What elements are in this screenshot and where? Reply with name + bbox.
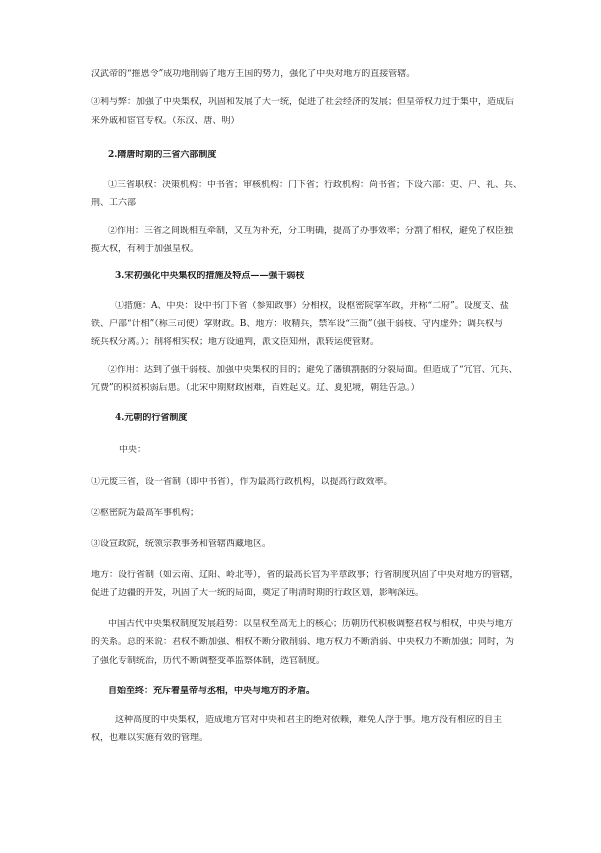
text-line-27: 权，也难以实施有效的管理。 xyxy=(91,733,209,743)
text-line-22: 中国古代中央集权制度发展趋势：以皇权至高无上的核心；历朝历代积极调整君权与相权，中央与地方 xyxy=(108,619,514,629)
text-line-16: 中央： xyxy=(119,445,147,455)
text-line-7: ②作用：三省之间既相互牵制，又互为补充，分工明确，提高了办事效率；分割了相权，避免了权臣独 xyxy=(108,226,514,236)
text-line-14: 冗费”的积贫积弱后患。（北宋中期财政困难，百姓起义。辽、夏犯境，朝廷告急。） xyxy=(91,383,420,393)
text-line-2: ③利与弊：加强了中央集权，巩固和发展了大一统，促进了社会经济的发展；但皇帝权力过于集中，造成后 xyxy=(91,97,515,107)
text-line-26: 这种高度的中央集权，造成地方官对中央和君主的绝对依赖，难免人浮于事。地方没有相应的自主 xyxy=(115,715,503,725)
text-line-6: 刑、工六部 xyxy=(91,198,137,208)
summary-heading: 自始至终：充斥着皇帝与丞相，中央与地方的矛盾。 xyxy=(108,686,316,696)
text-line-11: 铁、户部“计相”（称三司使）掌财政。B、地方：收精兵，禁军设“三衙”（强干弱枝、守内虚外；调兵权与 xyxy=(91,319,504,329)
text-line-10: ①措施：A、中央：设中书门下省（参知政事）分相权，设枢密院掌军政，并称“二府”。设度支、盐 xyxy=(115,301,509,311)
text-line-24: 了强化专制统治，历代不断调整变革监察体制，选官制度。 xyxy=(91,656,326,666)
text-line-12: 统兵权分离。）；削将相实权；地方设通判，派文臣知州，派转运使管财。 xyxy=(91,337,380,347)
text-line-23: 的关系。总的来说：君权不断加强、相权不断分散削弱、地方权力不断消弱、中央权力不断加强；同时，为 xyxy=(91,637,515,647)
text-line-18: ②枢密院为最高军事机构； xyxy=(91,508,200,518)
text-line-17: ①元废三省，设一省制（即中书省），作为最高行政机构，以提高行政效率。 xyxy=(91,477,393,487)
section-heading-4: 4.元朝的行省制度 xyxy=(115,413,188,423)
section-heading-2: 2.隋唐时期的三省六部制度 xyxy=(108,150,217,160)
section-heading-3: 3.宋初强化中央集权的措施及特点——强干弱枝 xyxy=(115,271,305,281)
text-line-19: ③设宣政院，统领宗教事务和管辖西藏地区。 xyxy=(91,539,272,549)
text-line-21: 促进了边疆的开发，巩固了大一统的局面，奠定了明清时期的行政区划，影响深远。 xyxy=(91,588,425,598)
text-line-8: 揽大权，有利于加强皇权。 xyxy=(91,244,200,254)
text-line-5: ①三省职权：决策机构：中书省；审核机构：门下省；行政机构：尚书省；下设六部：吏、户、礼、兵、 xyxy=(108,180,523,190)
text-line-20: 地方：设行省制（如云南、辽阳、岭北等），省的最高长官为平章政事；行省制度巩固了中央对地方的管辖， xyxy=(91,570,519,580)
text-line-3: 来外戚和宦官专权。（东汉、唐、明） xyxy=(91,116,240,126)
text-line-1: 汉武帝的“推恩令”成功地削弱了地方王国的势力，强化了中央对地方的直接管辖。 xyxy=(91,69,416,79)
text-line-13: ②作用：达到了强干弱枝、加强中央集权的目的；避免了藩镇割据的分裂局面。但造成了“冗官、冗兵、 xyxy=(108,365,518,375)
